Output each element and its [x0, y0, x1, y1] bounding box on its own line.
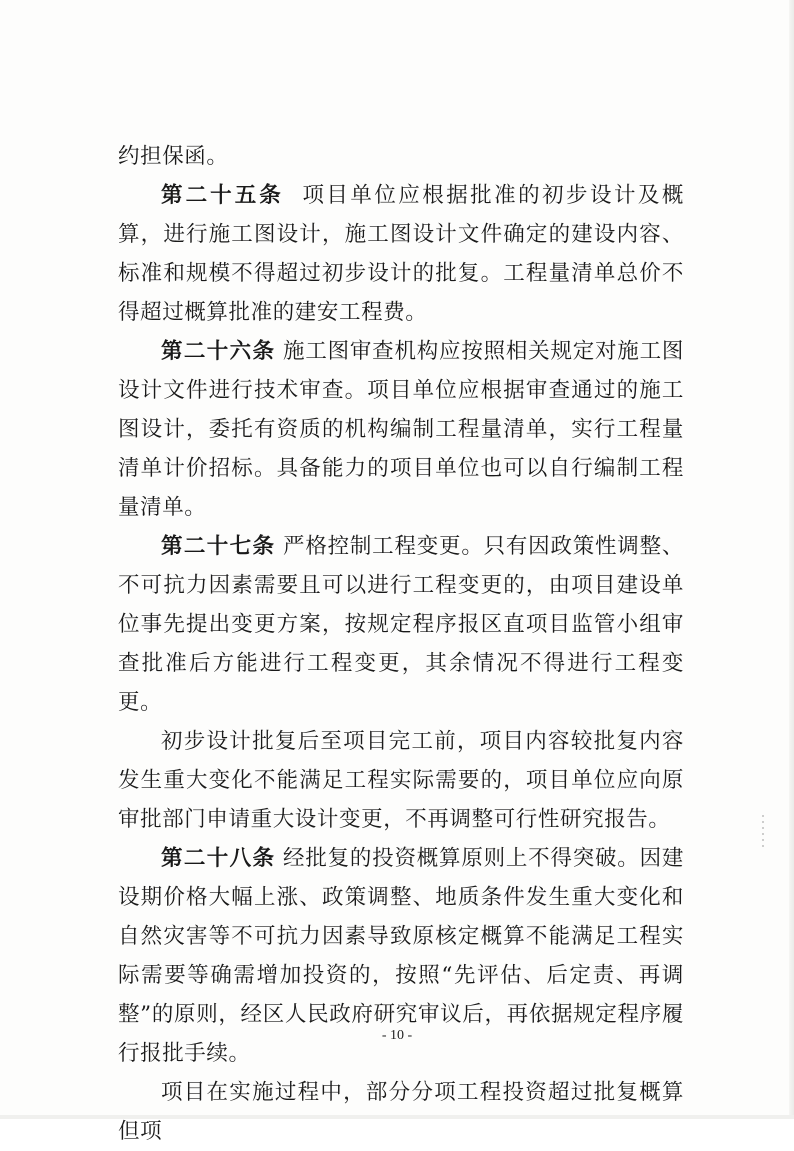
paragraph-text: 项目在实施过程中，部分分项工程投资超过批复概算但项 — [118, 1080, 684, 1144]
article-text: 项目单位应根据批准的初步设计及概算，进行施工图设计，施工图设计文件确定的建设内容、标准和规模不得超过初步设计的批复。工程量清单总价不得超过概算批准的建安工程费。 — [118, 183, 684, 325]
article-text: 施工图审查机构应按照相关规定对施工图设计文件进行技术审查。项目单位应根据审查通过的施工图设计，委托有资质的机构编制工程量清单，实行工程量清单计价招标。具备能力的项目单位也可以自行编制工程量清单。 — [118, 339, 684, 520]
overrun-paragraph — [118, 1073, 684, 1151]
article-26-paragraph — [118, 332, 684, 527]
scan-edge — [789, 0, 794, 1119]
design-change-paragraph — [118, 722, 684, 839]
article-27-paragraph — [118, 527, 684, 722]
document-body — [118, 137, 684, 1151]
article-number: 第二十五条 — [161, 183, 284, 208]
article-text: 严格控制工程变更。只有因政策性调整、不可抗力因素需要且可以进行工程变更的，由项目建设单位事先提出变更方案，按规定程序报区直项目监管小组审查批准后方能进行工程变更，其余情况不得进行工程变更。 — [118, 534, 684, 715]
article-number: 第二十七条 — [161, 534, 276, 559]
article-number: 第二十八条 — [161, 846, 276, 871]
continuation-paragraph: 约担保函。 — [118, 144, 229, 169]
page-number: - 10 - — [381, 1028, 413, 1043]
article-text: 经批复的投资概算原则上不得突破。因建设期价格大幅上涨、政策调整、地质条件发生重大变化和自然灾害等不可抗力因素导致原核定概算不能满足工程实际需要等确需增加投资的，按照“先评估、后定责、再调整”的原则，经区人民政府研究审议后，再依据规定程序履行报批手续。 — [118, 846, 684, 1066]
paragraph-text: 初步设计批复后至项目完工前，项目内容较批复内容发生重大变化不能满足工程实际需要的，项目单位应向原审批部门申请重大设计变更，不再调整可行性研究报告。 — [118, 729, 684, 832]
article-25-paragraph — [118, 176, 684, 332]
binding-marks — [762, 815, 764, 847]
article-number: 第二十六条 — [161, 339, 276, 364]
